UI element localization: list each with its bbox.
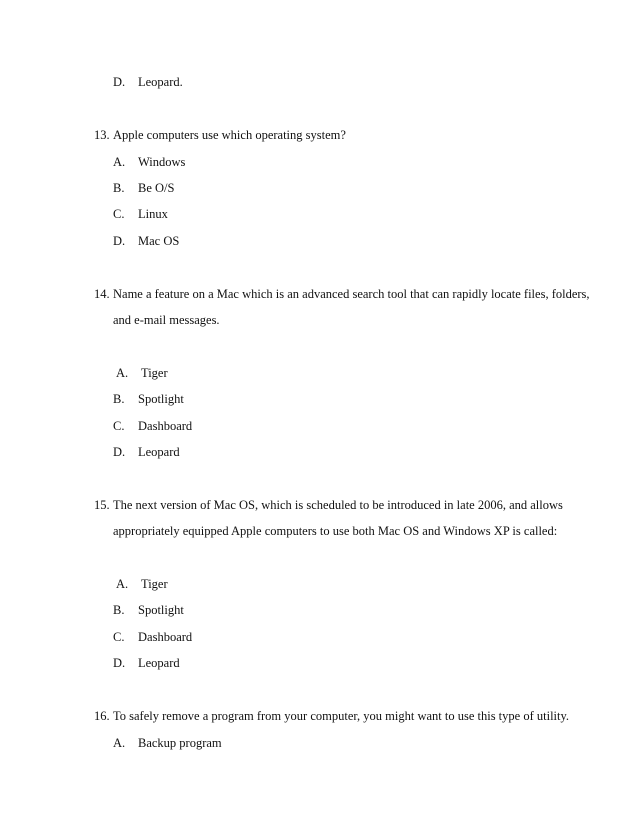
q15-option-b-text: Spotlight xyxy=(138,603,184,617)
question-14-text-line-2: and e-mail messages. xyxy=(113,313,220,327)
lead-option-text: Leopard. xyxy=(138,75,183,89)
q13-option-c-text: Linux xyxy=(138,207,168,221)
q14-option-d-text: Leopard xyxy=(138,445,180,459)
question-13-number: 13. xyxy=(94,128,110,142)
q13-option-c-letter: C. xyxy=(113,207,125,221)
question-13-text: Apple computers use which operating system? xyxy=(113,128,346,142)
q14-option-d-letter: D. xyxy=(113,445,126,459)
q14-option-a-letter: A. xyxy=(116,366,129,380)
question-15-text-line-2: appropriately equipped Apple computers to use both Mac OS and Windows XP is called: xyxy=(113,524,558,538)
q15-option-d-text: Leopard xyxy=(138,656,180,670)
lead-option-letter: D. xyxy=(113,75,126,89)
q15-option-c-text: Dashboard xyxy=(138,630,193,644)
q15-option-a-letter: A. xyxy=(116,577,129,591)
question-15-text-line-1: The next version of Mac OS, which is scheduled to be introduced in late 2006, and allows xyxy=(113,498,563,512)
question-15-number: 15. xyxy=(94,498,110,512)
q13-option-a-text: Windows xyxy=(138,155,186,169)
question-14-number: 14. xyxy=(94,287,110,301)
q13-option-d-text: Mac OS xyxy=(138,234,180,248)
q14-option-b-text: Spotlight xyxy=(138,392,184,406)
question-16-number: 16. xyxy=(94,709,110,723)
q16-option-a-letter: A. xyxy=(113,736,126,750)
q14-option-c-letter: C. xyxy=(113,419,125,433)
q13-option-d-letter: D. xyxy=(113,234,126,248)
q15-option-b-letter: B. xyxy=(113,603,125,617)
q14-option-a-text: Tiger xyxy=(141,366,168,380)
q14-option-b-letter: B. xyxy=(113,392,125,406)
q14-option-c-text: Dashboard xyxy=(138,419,193,433)
q13-option-b-letter: B. xyxy=(113,181,125,195)
question-16-text: To safely remove a program from your computer, you might want to use this type of utility. xyxy=(113,709,570,723)
q15-option-a-text: Tiger xyxy=(141,577,168,591)
q15-option-d-letter: D. xyxy=(113,656,126,670)
q13-option-b-text: Be O/S xyxy=(138,181,175,195)
question-14-text-line-1: Name a feature on a Mac which is an advanced search tool that can rapidly locate files, folders, xyxy=(113,287,590,301)
q15-option-c-letter: C. xyxy=(113,630,125,644)
q13-option-a-letter: A. xyxy=(113,155,126,169)
q16-option-a-text: Backup program xyxy=(138,736,222,750)
